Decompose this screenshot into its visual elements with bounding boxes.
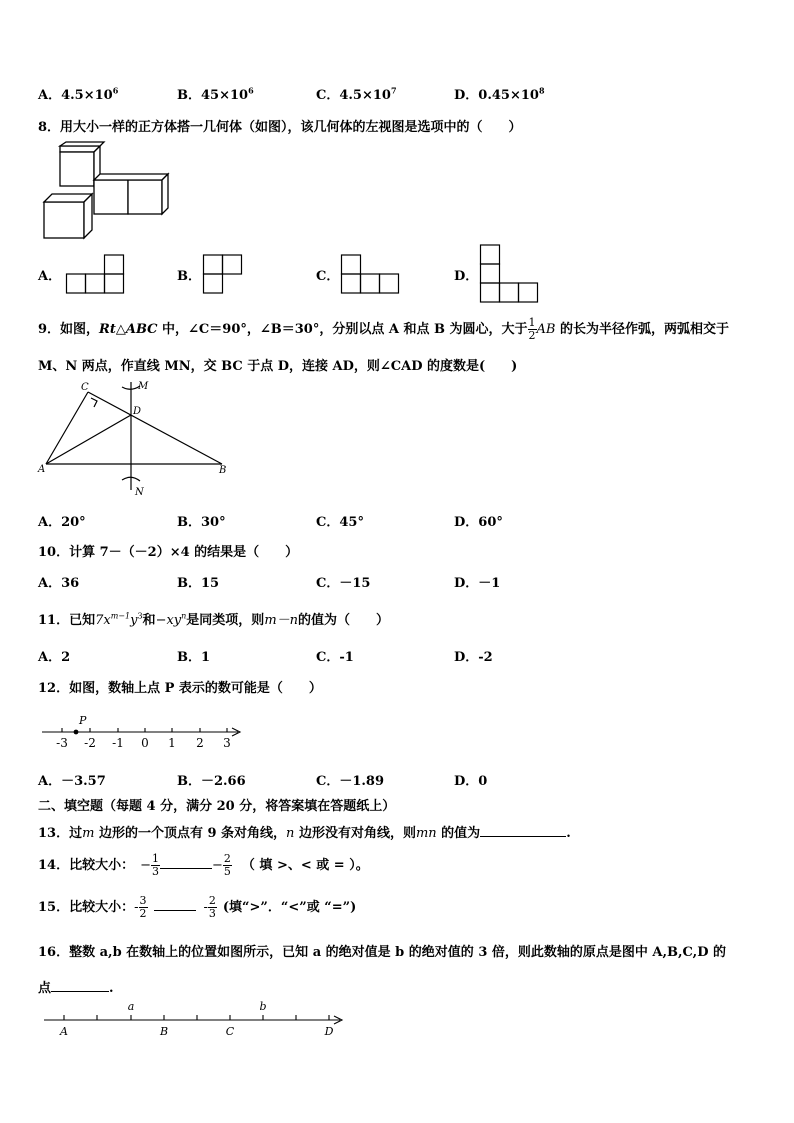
q7-option-b: B．$45\times 10^6$	[177, 85, 254, 103]
q12-tick-label: 1	[168, 736, 176, 750]
q8-option-c-figure	[341, 254, 401, 296]
q8-option-c-label: C．	[316, 269, 340, 284]
q12-question-text: 12．如图，数轴上点 P 表示的数可能是（ ）	[38, 681, 322, 696]
q12-tick-label: 0	[141, 736, 149, 750]
q9-option-a: A．20°	[38, 515, 86, 530]
q12-tick-label: -3	[56, 736, 68, 750]
q9-label-n: N	[135, 487, 144, 498]
q12-option-d: D．0	[454, 774, 488, 789]
q7-option-c: C．$4.5\times 10^7$	[316, 85, 397, 103]
q9-option-d: D．60°	[454, 515, 503, 530]
q16-number-line	[40, 998, 350, 1040]
q16-question-line1: 16．整数 a,b 在数轴上的位置如图所示，已知 a 的绝对值是 b 的绝对值的 3 倍，则此数轴的原点是图中 A,B,C,D 的	[38, 945, 726, 960]
q9-label-b: B	[219, 465, 227, 476]
q16-answer-blank[interactable]	[51, 979, 109, 992]
q10-option-c: C．－15	[316, 576, 371, 591]
q10-option-a: A．36	[38, 576, 80, 591]
q16-label-a-lower: a	[127, 1000, 135, 1013]
q16-label-a: A	[60, 1025, 68, 1038]
q14-answer-blank[interactable]	[160, 850, 212, 869]
q8-question-text: 8．用大小一样的正方体搭一几何体（如图），该几何体的左视图是选项中的（ ）	[38, 120, 522, 135]
q14-question-text: 14．比较大小： − $\frac{1}{3}$ − $\frac{2}{5}$ （ 填 >、< 或 = ）。	[38, 852, 369, 878]
q9-question-line2: M、N 两点，作直线 MN，交 BC 于点 D，连接 AD，则∠CAD 的度数是( )	[38, 359, 518, 374]
q12-option-b: B．－2.66	[177, 774, 246, 789]
q11-option-b: B．1	[177, 650, 211, 665]
q8-option-d-label: D．	[454, 269, 479, 284]
q15-answer-blank[interactable]	[154, 892, 196, 911]
q16-label-d: D	[324, 1025, 334, 1038]
q9-label-c: C	[81, 382, 89, 393]
q12-option-a: A．－3.57	[38, 774, 106, 789]
q10-option-d: D．－1	[454, 576, 501, 591]
q12-tick-label: -1	[112, 736, 124, 750]
q12-tick-label: -2	[84, 736, 96, 750]
q16-question-line2: 点 .	[38, 981, 114, 996]
q9-label-a: A	[38, 464, 46, 475]
q8-option-b-label: B．	[177, 269, 201, 284]
q7-option-a: A．$4.5\times 10^6$	[38, 85, 119, 103]
q9-option-c: C．45°	[316, 515, 364, 530]
q13-answer-blank[interactable]	[480, 824, 566, 837]
q9-question-line1: 9．如图，Rt△ABC 中，∠C＝90°，∠B＝30°，分别以点 A 和点 B 为圆心，大于 $\frac{1}{2}$ AB 的长为半径作弧，两弧相交于	[38, 316, 730, 342]
q9-option-b: B．30°	[177, 515, 226, 530]
q10-option-b: B．15	[177, 576, 220, 591]
q12-option-c: C．－1.89	[316, 774, 385, 789]
q9-label-m: M	[138, 381, 149, 392]
section-title-fill-in: 二、填空题（每题 4 分，满分 20 分，将答案填在答题纸上）	[38, 799, 396, 814]
q12-number-line	[38, 712, 248, 752]
q10-question-text: 10．计算 7－（－2）×4 的结果是（ ）	[38, 545, 299, 560]
q8-option-d-figure	[480, 244, 540, 304]
q16-label-b: B	[159, 1025, 169, 1038]
q12-tick-label: 3	[223, 736, 231, 750]
q8-option-b-figure	[203, 254, 245, 296]
q8-option-a-figure	[66, 254, 126, 294]
q12-tick-label: 2	[196, 736, 204, 750]
q7-option-d: D．$0.45\times 10^8$	[454, 85, 545, 103]
q16-label-b-lower: b	[259, 1000, 267, 1013]
q11-option-a: A．2	[38, 650, 71, 665]
q11-option-c: C．-1	[316, 650, 354, 665]
q9-label-d: D	[133, 406, 142, 417]
q12-point-p	[74, 730, 79, 735]
q12-label-p: P	[79, 714, 87, 727]
q16-label-c: C	[225, 1025, 235, 1038]
q15-question-text: 15．比较大小：- $\frac{3}{2}$ - $\frac{2}{3}$ (填“>”．“<”或 “=”)	[38, 894, 357, 920]
q8-cube-figure	[38, 140, 178, 240]
q11-question-text: 11．已知$7x^{m-1}y^3$和$-xy^n$是同类项，则m－n的值为（ ）	[38, 611, 390, 628]
q8-option-a-label: A．	[38, 269, 62, 284]
q9-triangle-figure	[36, 378, 236, 498]
q11-option-d: D．-2	[454, 650, 493, 665]
q13-question-text: 13．过m 边形的一个顶点有 9 条对角线，n 边形没有对角线，则mn 的值为 .	[38, 826, 571, 841]
